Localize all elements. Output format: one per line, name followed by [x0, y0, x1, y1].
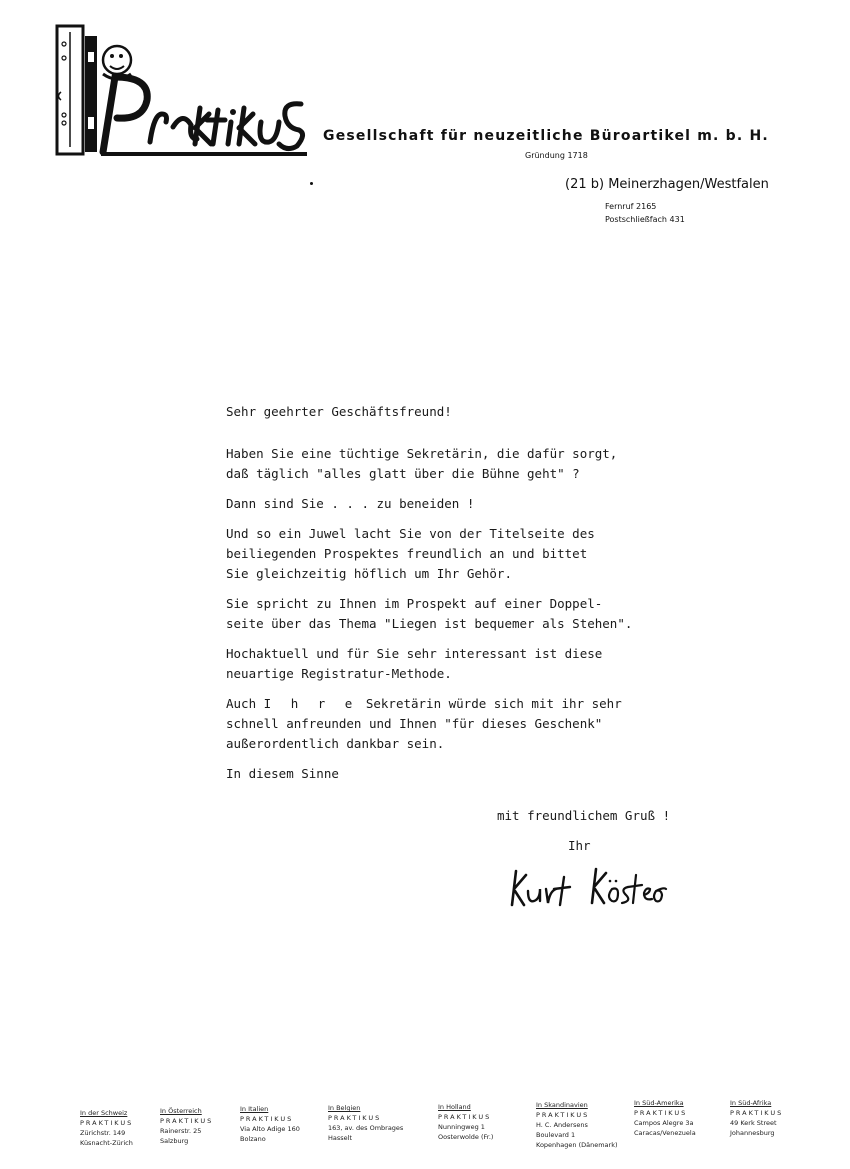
letter-line: Sie spricht zu Ihnen im Prospekt auf einer Doppel- — [226, 596, 603, 611]
company-address: (21 b) Meinerzhagen/Westfalen — [565, 177, 769, 192]
branch-country: In Süd-Amerika — [634, 1099, 684, 1107]
closing-word: Ihr — [568, 838, 591, 853]
branch-street: 163, av. des Ombrages — [328, 1124, 404, 1132]
branch-belgium — [328, 1103, 403, 1143]
branch-brand: PRAKTIKUS — [634, 1109, 688, 1117]
salutation: Sehr geehrter Geschäftsfreund! — [226, 404, 452, 419]
branch-street: Nunningweg 1 — [438, 1123, 485, 1131]
branch-city: Caracas/Venezuela — [634, 1129, 696, 1137]
branch-brand: PRAKTIKUS — [328, 1114, 382, 1122]
letter-line: schnell anfreunden und Ihnen "für dieses Geschenk" — [226, 716, 603, 731]
branch-city: Bolzano — [240, 1135, 266, 1143]
branch-city: Salzburg — [160, 1137, 189, 1145]
branch-city: Oosterwolde (Fr.) — [438, 1133, 494, 1141]
letter-line: außerordentlich dankbar sein. — [226, 736, 445, 751]
founding-year: Gründung 1718 — [525, 151, 588, 160]
branch-country: In Süd-Afrika — [730, 1099, 772, 1107]
branch-city: Hasselt — [328, 1134, 352, 1142]
branch-city: Johannesburg — [730, 1129, 775, 1137]
praktikus-logo — [55, 22, 310, 162]
letter-body — [226, 402, 696, 784]
branch-south-america — [634, 1098, 696, 1138]
branch-south-africa — [730, 1098, 783, 1138]
branch-brand: PRAKTIKUS — [536, 1111, 590, 1119]
letter-line — [226, 694, 696, 714]
letter-line: Und so ein Juwel lacht Sie von der Titelseite des — [226, 526, 595, 541]
letter-line: Hochaktuell und für Sie sehr interessant ist diese — [226, 646, 603, 661]
branch-brand: PRAKTIKUS — [240, 1115, 294, 1123]
branch-brand: PRAKTIKUS — [80, 1119, 134, 1127]
letter-line: neuartige Registratur-Methode. — [226, 666, 452, 681]
branch-footer — [80, 1100, 800, 1160]
text-fragment: Auch — [226, 696, 264, 711]
handwritten-signature — [508, 865, 668, 913]
branch-street: Campos Alegre 3a — [634, 1119, 694, 1127]
branch-street: Rainerstr. 25 — [160, 1127, 202, 1135]
phone-number: Fernruf 2165 — [605, 202, 657, 211]
branch-switzerland — [80, 1108, 133, 1148]
branch-street: H. C. Andersens — [536, 1121, 588, 1129]
branch-city: Kopenhagen (Dänemark) — [536, 1141, 618, 1149]
branch-brand: PRAKTIKUS — [438, 1113, 492, 1121]
text-fragment: Sekretärin würde sich mit ihr sehr — [358, 696, 622, 711]
branch-street-2: Boulevard 1 — [536, 1131, 576, 1139]
branch-country: In Skandinavien — [536, 1101, 588, 1109]
branch-city: Küsnacht-Zürich — [80, 1139, 133, 1147]
branch-street: Via Alto Adige 160 — [240, 1125, 300, 1133]
letter-line: Haben Sie eine tüchtige Sekretärin, die dafür sorgt, — [226, 446, 618, 461]
branch-country: In der Schweiz — [80, 1109, 128, 1117]
branch-street: Zürichstr. 149 — [80, 1129, 126, 1137]
branch-scandinavia — [536, 1100, 618, 1150]
letter-line: Dann sind Sie . . . zu beneiden ! — [226, 496, 475, 511]
branch-country: In Belgien — [328, 1104, 361, 1112]
branch-street: 49 Kerk Street — [730, 1119, 777, 1127]
letter-line: seite über das Thema "Liegen ist bequemer als Stehen". — [226, 616, 633, 631]
letter-line: daß täglich "alles glatt über die Bühne geht" ? — [226, 466, 580, 481]
letter-line: Sie gleichzeitig höflich um Ihr Gehör. — [226, 566, 512, 581]
ink-dot — [310, 182, 313, 185]
branch-netherlands — [438, 1102, 493, 1142]
closing-greeting: mit freundlichem Gruß ! — [497, 808, 671, 823]
company-name: Gesellschaft für neuzeitliche Büroartikel m. b. H. — [323, 128, 769, 144]
branch-brand: PRAKTIKUS — [160, 1117, 214, 1125]
branch-country: In Österreich — [160, 1107, 202, 1115]
branch-italy — [240, 1104, 300, 1144]
branch-country: In Italien — [240, 1105, 269, 1113]
branch-brand: PRAKTIKUS — [730, 1109, 784, 1117]
postal-account: Postschließfach 431 — [605, 215, 685, 224]
letter-line: In diesem Sinne — [226, 766, 339, 781]
branch-country: In Holland — [438, 1103, 471, 1111]
branch-austria — [160, 1106, 213, 1146]
letter-line: beiliegenden Prospektes freundlich an und bittet — [226, 546, 588, 561]
emphasized-word: I h r e — [263, 696, 359, 711]
